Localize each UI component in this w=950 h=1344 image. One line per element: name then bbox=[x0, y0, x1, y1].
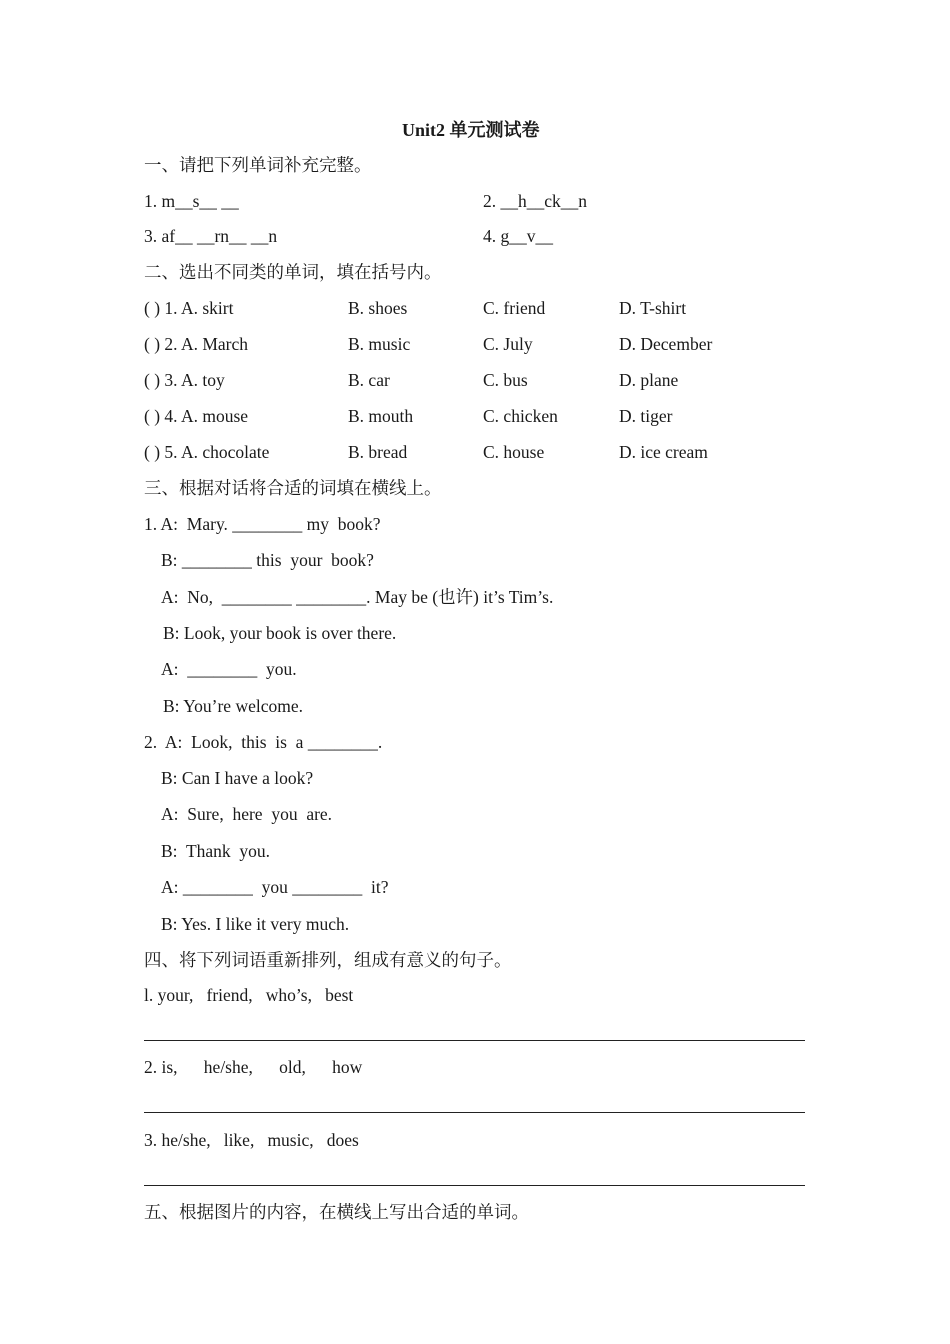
choice-row-2-option-b: B. music bbox=[348, 334, 411, 354]
dialog2-line-5: A: ________ you ________ it? bbox=[161, 877, 389, 897]
choice-row-2-option-c: C. July bbox=[483, 334, 533, 354]
dialog1-line-1: 1. A: Mary. ________ my book? bbox=[144, 514, 381, 534]
choice-row-4-option-d: D. tiger bbox=[619, 406, 673, 426]
dialog2-line-2: B: Can I have a look? bbox=[161, 768, 314, 788]
choice-row-4-option-b: B. mouth bbox=[348, 406, 414, 426]
reorder-item-2: 2. is, he/she, old, how bbox=[144, 1057, 363, 1077]
section4-heading: 四、将下列词语重新排列，组成有意义的句子。 bbox=[144, 950, 512, 970]
choice-row-1-question: ( ) 1. A. skirt bbox=[144, 298, 234, 318]
dialog1-line-5: A: ________ you. bbox=[161, 659, 297, 679]
choice-row-5-question: ( ) 5. A. chocolate bbox=[144, 442, 270, 462]
reorder-item-1: l. your, friend, who’s, best bbox=[144, 985, 354, 1005]
choice-row-5-option-b: B. bread bbox=[348, 442, 408, 462]
choice-row-3-question: ( ) 3. A. toy bbox=[144, 370, 225, 390]
section3-heading: 三、根据对话将合适的词填在横线上。 bbox=[144, 478, 442, 498]
dialog1-line-6: B: You’re welcome. bbox=[163, 696, 303, 716]
dialog1-line-3: A: No, ________ ________. May be (也许) it’s Tim’s. bbox=[161, 587, 554, 607]
dialog2-line-1: 2. A: Look, this is a ________. bbox=[144, 732, 383, 752]
section1-item-3: 3. af__ __rn__ __n bbox=[144, 226, 278, 246]
choice-row-4-question: ( ) 4. A. mouse bbox=[144, 406, 249, 426]
dialog1-line-2: B: ________ this your book? bbox=[161, 550, 374, 570]
section2-heading: 二、选出不同类的单词，填在括号内。 bbox=[144, 262, 442, 282]
choice-row-1-option-d: D. T-shirt bbox=[619, 298, 687, 318]
dialog2-line-3: A: Sure, here you are. bbox=[161, 804, 333, 824]
choice-row-2-option-d: D. December bbox=[619, 334, 713, 354]
choice-row-2-question: ( ) 2. A. March bbox=[144, 334, 249, 354]
choice-row-3-option-d: D. plane bbox=[619, 370, 679, 390]
choice-row-5-option-c: C. house bbox=[483, 442, 545, 462]
choice-row-4-option-c: C. chicken bbox=[483, 406, 558, 426]
dialog1-line-4: B: Look, your book is over there. bbox=[163, 623, 397, 643]
section1-heading: 一、请把下列单词补充完整。 bbox=[144, 155, 372, 175]
choice-row-3-option-b: B. car bbox=[348, 370, 390, 390]
dialog2-line-6: B: Yes. I like it very much. bbox=[161, 914, 350, 934]
section1-item-2: 2. __h__ck__n bbox=[483, 191, 588, 211]
dialog2-line-4: B: Thank you. bbox=[161, 841, 271, 861]
choice-row-1-option-b: B. shoes bbox=[348, 298, 408, 318]
section1-item-4: 4. g__v__ bbox=[483, 226, 553, 246]
reorder-item-3: 3. he/she, like, music, does bbox=[144, 1130, 359, 1150]
choice-row-3-option-c: C. bus bbox=[483, 370, 528, 390]
section5-heading: 五、根据图片的内容，在横线上写出合适的单词。 bbox=[144, 1202, 529, 1222]
answer-line-2 bbox=[144, 1112, 805, 1113]
answer-line-3 bbox=[144, 1185, 805, 1186]
answer-line-1 bbox=[144, 1040, 805, 1041]
choice-row-5-option-d: D. ice cream bbox=[619, 442, 708, 462]
section1-item-1: 1. m__s__ __ bbox=[144, 191, 239, 211]
page-title: Unit2 单元测试卷 bbox=[402, 120, 540, 140]
choice-row-1-option-c: C. friend bbox=[483, 298, 546, 318]
